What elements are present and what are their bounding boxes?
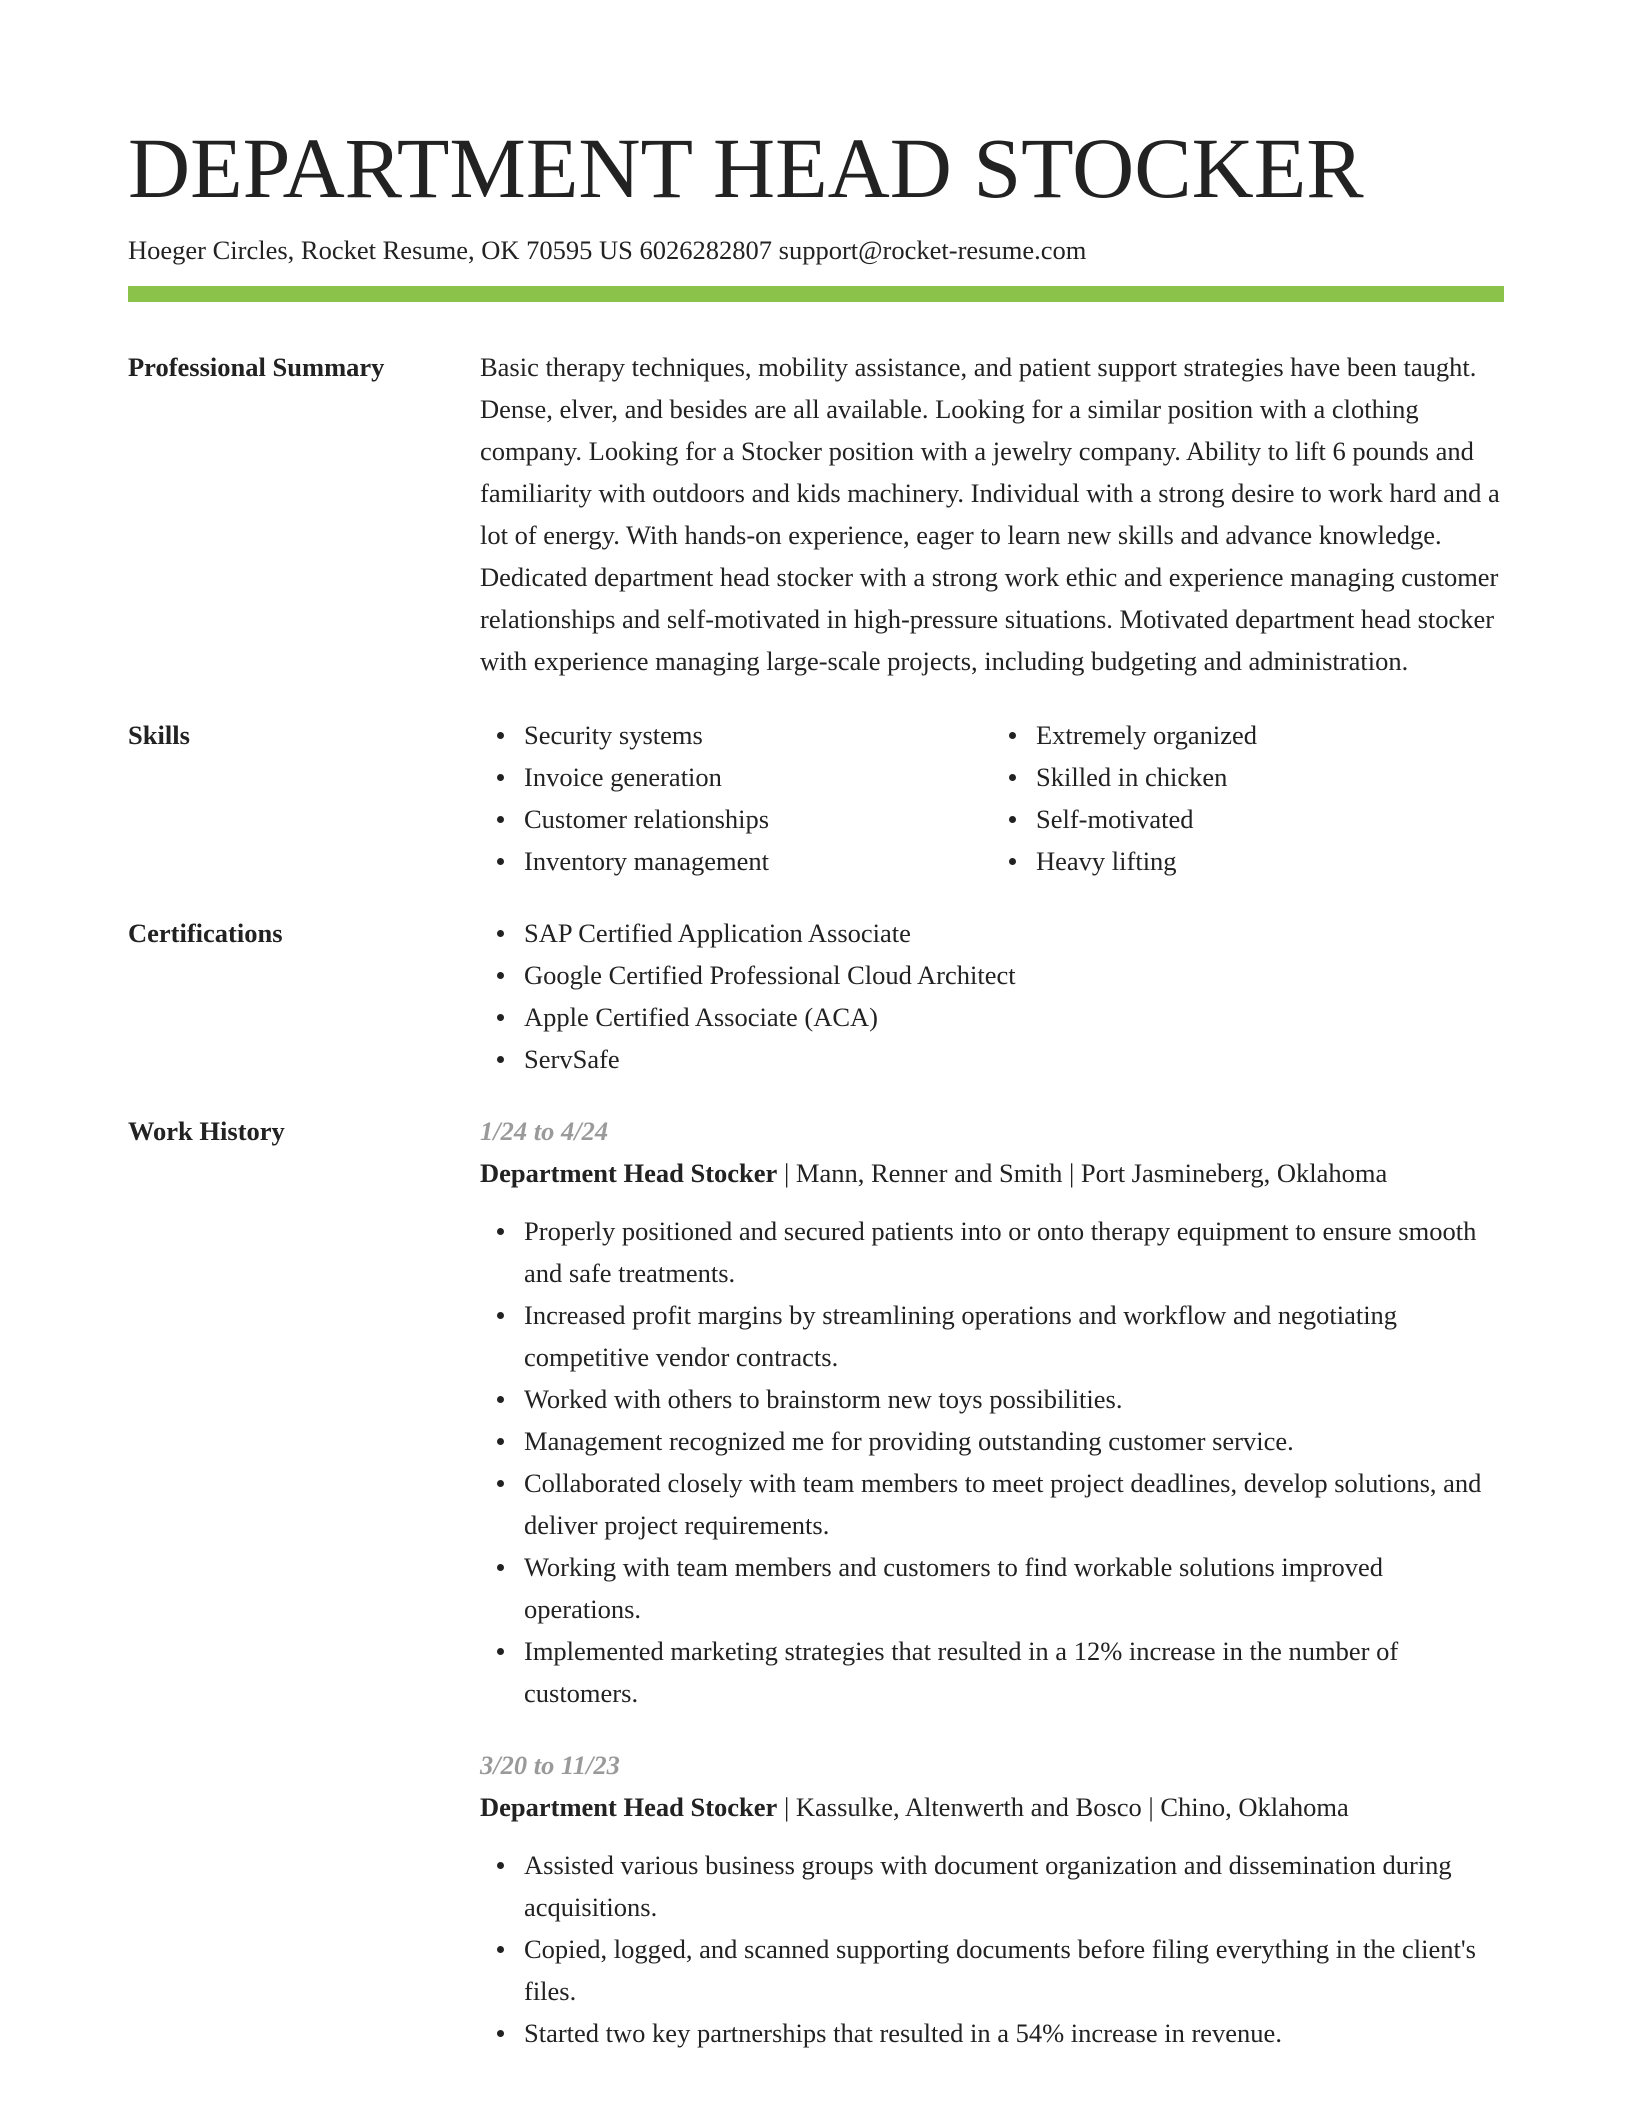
skill-item: Extremely organized	[1036, 714, 1504, 756]
certification-item: SAP Certified Application Associate	[524, 912, 1504, 954]
job-entry	[480, 1744, 1504, 2054]
accent-divider	[128, 286, 1504, 302]
skills-list-left	[480, 714, 992, 882]
job-bullet: Management recognized me for providing outstanding customer service.	[524, 1420, 1504, 1462]
skills-section	[128, 714, 1504, 882]
job-bullet: Started two key partnerships that resulted in a 54% increase in revenue.	[524, 2012, 1504, 2054]
skill-item: Self-motivated	[1036, 798, 1504, 840]
certifications-section	[128, 912, 1504, 1080]
skills-list-right	[992, 714, 1504, 882]
job-bullet: Implemented marketing strategies that resulted in a 12% increase in the number of customers.	[524, 1630, 1504, 1714]
contact-line: Hoeger Circles, Rocket Resume, OK 70595 US 6026282807 support@rocket-resume.com	[128, 235, 1087, 265]
certification-item: Google Certified Professional Cloud Architect	[524, 954, 1504, 996]
job-title: Department Head Stocker	[480, 1158, 778, 1188]
summary-text: Basic therapy techniques, mobility assistance, and patient support strategies have been taught. Dense, elver, and besides are all available. Looking for a similar position with a clothing company. Looking for a Stocker position with a jewelry company. Ability to lift 6 pounds and familiarity with outdoors and kids machinery. Individual with a strong desire to work hard and a lot of energy. With hands-on experience, eager to learn new skills and advance knowledge. Dedicated department head stocker with a strong work ethic and experience managing customer relationships and self-motivated in high-pressure situations. Motivated department head stocker with experience managing large-scale projects, including budgeting and administration.	[480, 352, 1500, 676]
work-history-section	[128, 1110, 1504, 2054]
skill-item: Invoice generation	[524, 756, 992, 798]
skills-label: Skills	[128, 720, 190, 750]
job-bullets	[480, 1844, 1504, 2054]
skill-item: Customer relationships	[524, 798, 992, 840]
job-bullet: Properly positioned and secured patients into or onto therapy equipment to ensure smooth and safe treatments.	[524, 1210, 1504, 1294]
job-bullet: Increased profit margins by streamlining operations and workflow and negotiating competitive vendor contracts.	[524, 1294, 1504, 1378]
job-dates: 3/20 to 11/23	[480, 1750, 620, 1780]
certifications-list	[480, 912, 1504, 1080]
job-heading	[480, 1152, 1504, 1194]
job-details: | Mann, Renner and Smith | Port Jasmineberg, Oklahoma	[777, 1158, 1388, 1188]
certification-item: Apple Certified Associate (ACA)	[524, 996, 1504, 1038]
work-history-label: Work History	[128, 1116, 285, 1146]
job-bullet: Collaborated closely with team members to meet project deadlines, develop solutions, and deliver project requirements.	[524, 1462, 1504, 1546]
summary-section	[128, 346, 1504, 682]
resume-page	[128, 0, 1504, 2054]
job-bullet: Assisted various business groups with document organization and dissemination during acquisitions.	[524, 1844, 1504, 1928]
job-title: Department Head Stocker	[480, 1792, 778, 1822]
job-entry	[480, 1110, 1504, 1714]
job-dates: 1/24 to 4/24	[480, 1116, 609, 1146]
skill-item: Skilled in chicken	[1036, 756, 1504, 798]
job-bullets	[480, 1210, 1504, 1714]
certifications-label: Certifications	[128, 918, 283, 948]
skill-item: Heavy lifting	[1036, 840, 1504, 882]
job-details: | Kassulke, Altenwerth and Bosco | Chino, Oklahoma	[777, 1792, 1349, 1822]
skill-item: Security systems	[524, 714, 992, 756]
summary-label: Professional Summary	[128, 352, 385, 382]
certification-item: ServSafe	[524, 1038, 1504, 1080]
job-bullet: Worked with others to brainstorm new toys possibilities.	[524, 1378, 1504, 1420]
job-bullet: Copied, logged, and scanned supporting documents before filing everything in the client's files.	[524, 1928, 1504, 2012]
job-bullet: Working with team members and customers to find workable solutions improved operations.	[524, 1546, 1504, 1630]
skill-item: Inventory management	[524, 840, 992, 882]
job-heading	[480, 1786, 1504, 1828]
resume-name: DEPARTMENT HEAD STOCKER	[128, 120, 1364, 216]
